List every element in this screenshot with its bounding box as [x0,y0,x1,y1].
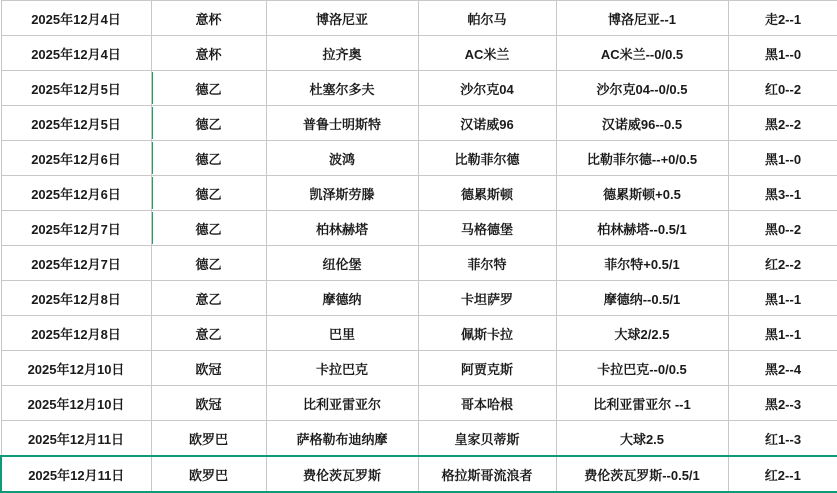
away-team-cell: 阿贾克斯 [418,351,556,386]
away-team-cell: 沙尔克04 [418,71,556,106]
prediction-cell: AC米兰--0/0.5 [556,36,728,71]
prediction-cell: 博洛尼亚--1 [556,1,728,36]
table-row [1,386,837,421]
home-team-cell: 比利亚雷亚尔 [266,386,418,421]
result-cell: 红2--1 [728,456,837,492]
away-team-cell: 格拉斯哥流浪者 [418,456,556,492]
result-cell: 黑2--2 [728,106,837,141]
table-row [1,36,837,71]
match-date-cell: 2025年12月4日 [1,1,151,36]
prediction-cell: 卡拉巴克--0/0.5 [556,351,728,386]
away-team-cell: 卡坦萨罗 [418,281,556,316]
home-team-cell: 普鲁士明斯特 [266,106,418,141]
match-date-cell: 2025年12月10日 [1,351,151,386]
match-date-cell: 2025年12月10日 [1,386,151,421]
result-cell: 红0--2 [728,71,837,106]
match-date-cell: 2025年12月11日 [1,456,151,492]
home-team-cell: 拉齐奥 [266,36,418,71]
home-team-cell: 博洛尼亚 [266,1,418,36]
prediction-cell: 大球2/2.5 [556,316,728,351]
home-team-cell: 杜塞尔多夫 [266,71,418,106]
result-cell: 红1--3 [728,421,837,457]
prediction-cell: 柏林赫塔--0.5/1 [556,211,728,246]
match-date-cell: 2025年12月4日 [1,36,151,71]
league-cell: 德乙 [151,71,266,106]
league-cell: 德乙 [151,211,266,246]
prediction-cell: 比利亚雷亚尔 --1 [556,386,728,421]
table-row [1,281,837,316]
home-team-cell: 摩德纳 [266,281,418,316]
away-team-cell: 德累斯顿 [418,176,556,211]
away-team-cell: 比勒菲尔德 [418,141,556,176]
league-cell: 德乙 [151,176,266,211]
home-team-cell: 巴里 [266,316,418,351]
match-date-cell: 2025年12月11日 [1,421,151,457]
table-row [1,456,837,492]
match-date-cell: 2025年12月6日 [1,176,151,211]
prediction-cell: 菲尔特+0.5/1 [556,246,728,281]
home-team-cell: 费伦茨瓦罗斯 [266,456,418,492]
prediction-cell: 费伦茨瓦罗斯--0.5/1 [556,456,728,492]
result-cell: 黑1--0 [728,141,837,176]
match-date-cell: 2025年12月6日 [1,141,151,176]
league-cell: 德乙 [151,246,266,281]
away-team-cell: 哥本哈根 [418,386,556,421]
home-team-cell: 纽伦堡 [266,246,418,281]
league-cell: 意乙 [151,316,266,351]
prediction-cell: 沙尔克04--0/0.5 [556,71,728,106]
table-row [1,421,837,457]
league-cell: 欧罗巴 [151,456,266,492]
league-cell: 意杯 [151,1,266,36]
result-cell: 走2--1 [728,1,837,36]
league-cell: 德乙 [151,106,266,141]
match-date-cell: 2025年12月8日 [1,316,151,351]
match-date-cell: 2025年12月5日 [1,71,151,106]
league-cell: 欧冠 [151,386,266,421]
away-team-cell: 菲尔特 [418,246,556,281]
result-cell: 黑3--1 [728,176,837,211]
league-cell: 意乙 [151,281,266,316]
away-team-cell: 佩斯卡拉 [418,316,556,351]
match-date-cell: 2025年12月5日 [1,106,151,141]
prediction-cell: 德累斯顿+0.5 [556,176,728,211]
away-team-cell: 汉诺威96 [418,106,556,141]
match-date-cell: 2025年12月8日 [1,281,151,316]
home-team-cell: 波鸿 [266,141,418,176]
table-row [1,211,837,246]
league-cell: 欧罗巴 [151,421,266,457]
prediction-cell: 汉诺威96--0.5 [556,106,728,141]
home-team-cell: 凯泽斯劳滕 [266,176,418,211]
home-team-cell: 卡拉巴克 [266,351,418,386]
away-team-cell: 马格德堡 [418,211,556,246]
home-team-cell: 萨格勒布迪纳摩 [266,421,418,457]
result-cell: 红2--2 [728,246,837,281]
table-row [1,1,837,36]
table-row [1,176,837,211]
prediction-cell: 比勒菲尔德--+0/0.5 [556,141,728,176]
result-cell: 黑2--3 [728,386,837,421]
away-team-cell: 帕尔马 [418,1,556,36]
table-row [1,141,837,176]
table-row [1,351,837,386]
match-date-cell: 2025年12月7日 [1,246,151,281]
table-body [1,1,837,493]
result-cell: 黑1--1 [728,316,837,351]
prediction-cell: 摩德纳--0.5/1 [556,281,728,316]
league-cell: 德乙 [151,141,266,176]
result-cell: 黑2--4 [728,351,837,386]
prediction-cell: 大球2.5 [556,421,728,457]
league-cell: 意杯 [151,36,266,71]
table-row [1,246,837,281]
table-row [1,106,837,141]
match-date-cell: 2025年12月7日 [1,211,151,246]
table-row [1,316,837,351]
result-cell: 黑1--0 [728,36,837,71]
league-cell: 欧冠 [151,351,266,386]
table-row [1,71,837,106]
away-team-cell: AC米兰 [418,36,556,71]
away-team-cell: 皇家贝蒂斯 [418,421,556,457]
result-cell: 黑1--1 [728,281,837,316]
result-cell: 黑0--2 [728,211,837,246]
home-team-cell: 柏林赫塔 [266,211,418,246]
